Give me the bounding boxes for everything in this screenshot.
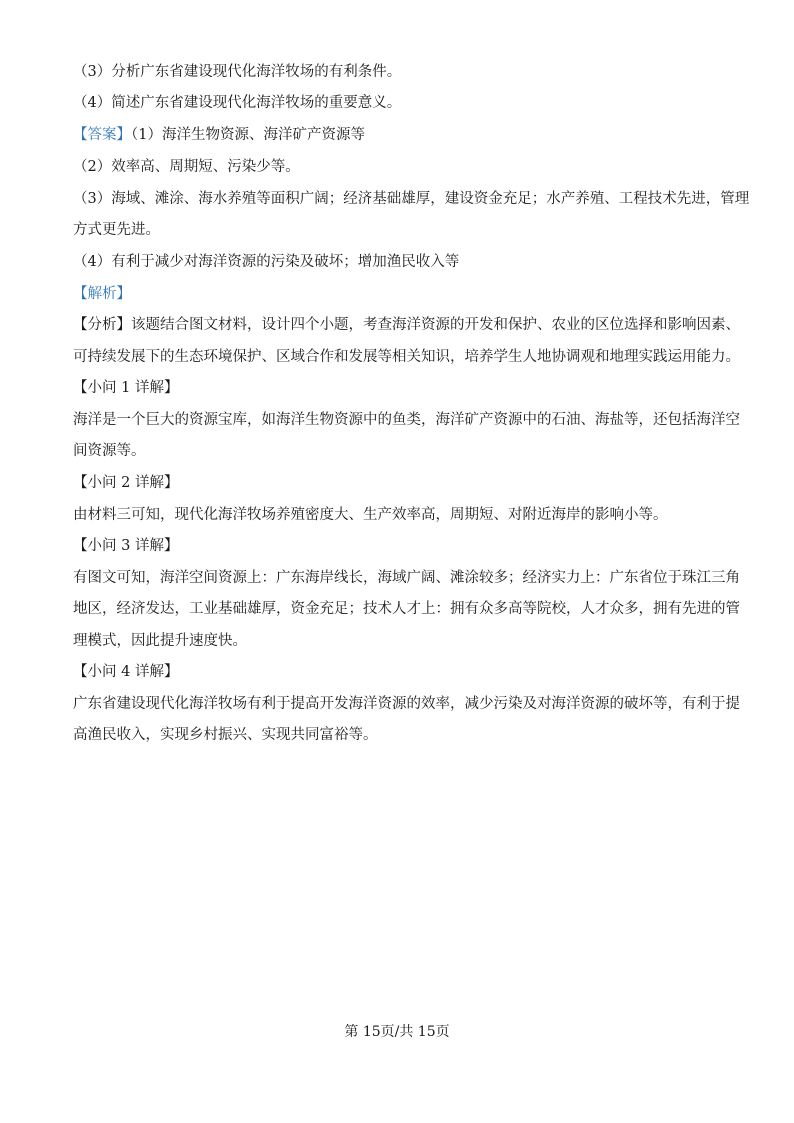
subquestion-4-text-a: 广东省建设现代化海洋牧场有利于提高开发海洋资源的效率，减少污染及对海洋资源的破坏等，有利于提 bbox=[73, 696, 740, 712]
analysis-intro-a: 【分析】该题结合图文材料，设计四个小题，考查海洋资源的开发和保护、农业的区位选择和影响因素、 bbox=[73, 317, 740, 333]
analysis-intro-b: 可持续发展下的生态环境保护、区域合作和发展等相关知识，培养学生人地协调观和地理实践运用能力。 bbox=[73, 349, 740, 365]
answer-line-2: （2）效率高、周期短、污染少等。 bbox=[73, 159, 300, 175]
subquestion-3-text-c: 理模式，因此提升速度快。 bbox=[73, 633, 247, 649]
subquestion-1-text-a: 海洋是一个巨大的资源宝库，如海洋生物资源中的鱼类，海洋矿产资源中的石油、海盐等，还包括海洋空 bbox=[73, 412, 740, 428]
answer-line-3b: 方式更先进。 bbox=[73, 222, 160, 238]
subquestion-4-title: 【小问 4 详解】 bbox=[73, 664, 179, 680]
question-3: （3）分析广东省建设现代化海洋牧场的有利条件。 bbox=[73, 64, 402, 80]
analysis-tag: 【解析】 bbox=[73, 286, 131, 302]
subquestion-3-text-a: 有图文可知，海洋空间资源上：广东海岸线长，海域广阔、滩涂较多；经济实力上：广东省位于珠江三角 bbox=[73, 570, 740, 586]
page-number: 第 15页/共 15页 bbox=[344, 1024, 450, 1040]
answer-line-4: （4）有利于减少对海洋资源的污染及破坏；增加渔民收入等 bbox=[73, 254, 460, 270]
answer-tag: 【答案】 bbox=[73, 127, 131, 143]
subquestion-4-text-b: 高渔民收入，实现乡村振兴、实现共同富裕等。 bbox=[73, 727, 378, 743]
subquestion-2-title: 【小问 2 详解】 bbox=[73, 475, 179, 491]
subquestion-3-title: 【小问 3 详解】 bbox=[73, 538, 179, 554]
subquestion-2-text-a: 由材料三可知，现代化海洋牧场养殖密度大、生产效率高，周期短、对附近海岸的影响小等。 bbox=[73, 507, 668, 523]
answer-line-3a: （3）海域、滩涂、海水养殖等面积广阔；经济基础雄厚，建设资金充足；水产养殖、工程技术先进，管理 bbox=[73, 191, 750, 207]
answer-line-1 bbox=[73, 125, 365, 145]
question-4: （4）简述广东省建设现代化海洋牧场的重要意义。 bbox=[73, 95, 402, 111]
answer-1-text: （1）海洋生物资源、海洋矿产资源等 bbox=[131, 127, 365, 143]
subquestion-3-text-b: 地区，经济发达，工业基础雄厚，资金充足；技术人才上：拥有众多高等院校，人才众多，拥有先进的管 bbox=[73, 601, 740, 617]
subquestion-1-title: 【小问 1 详解】 bbox=[73, 380, 179, 396]
subquestion-1-text-b: 间资源等。 bbox=[73, 443, 146, 459]
